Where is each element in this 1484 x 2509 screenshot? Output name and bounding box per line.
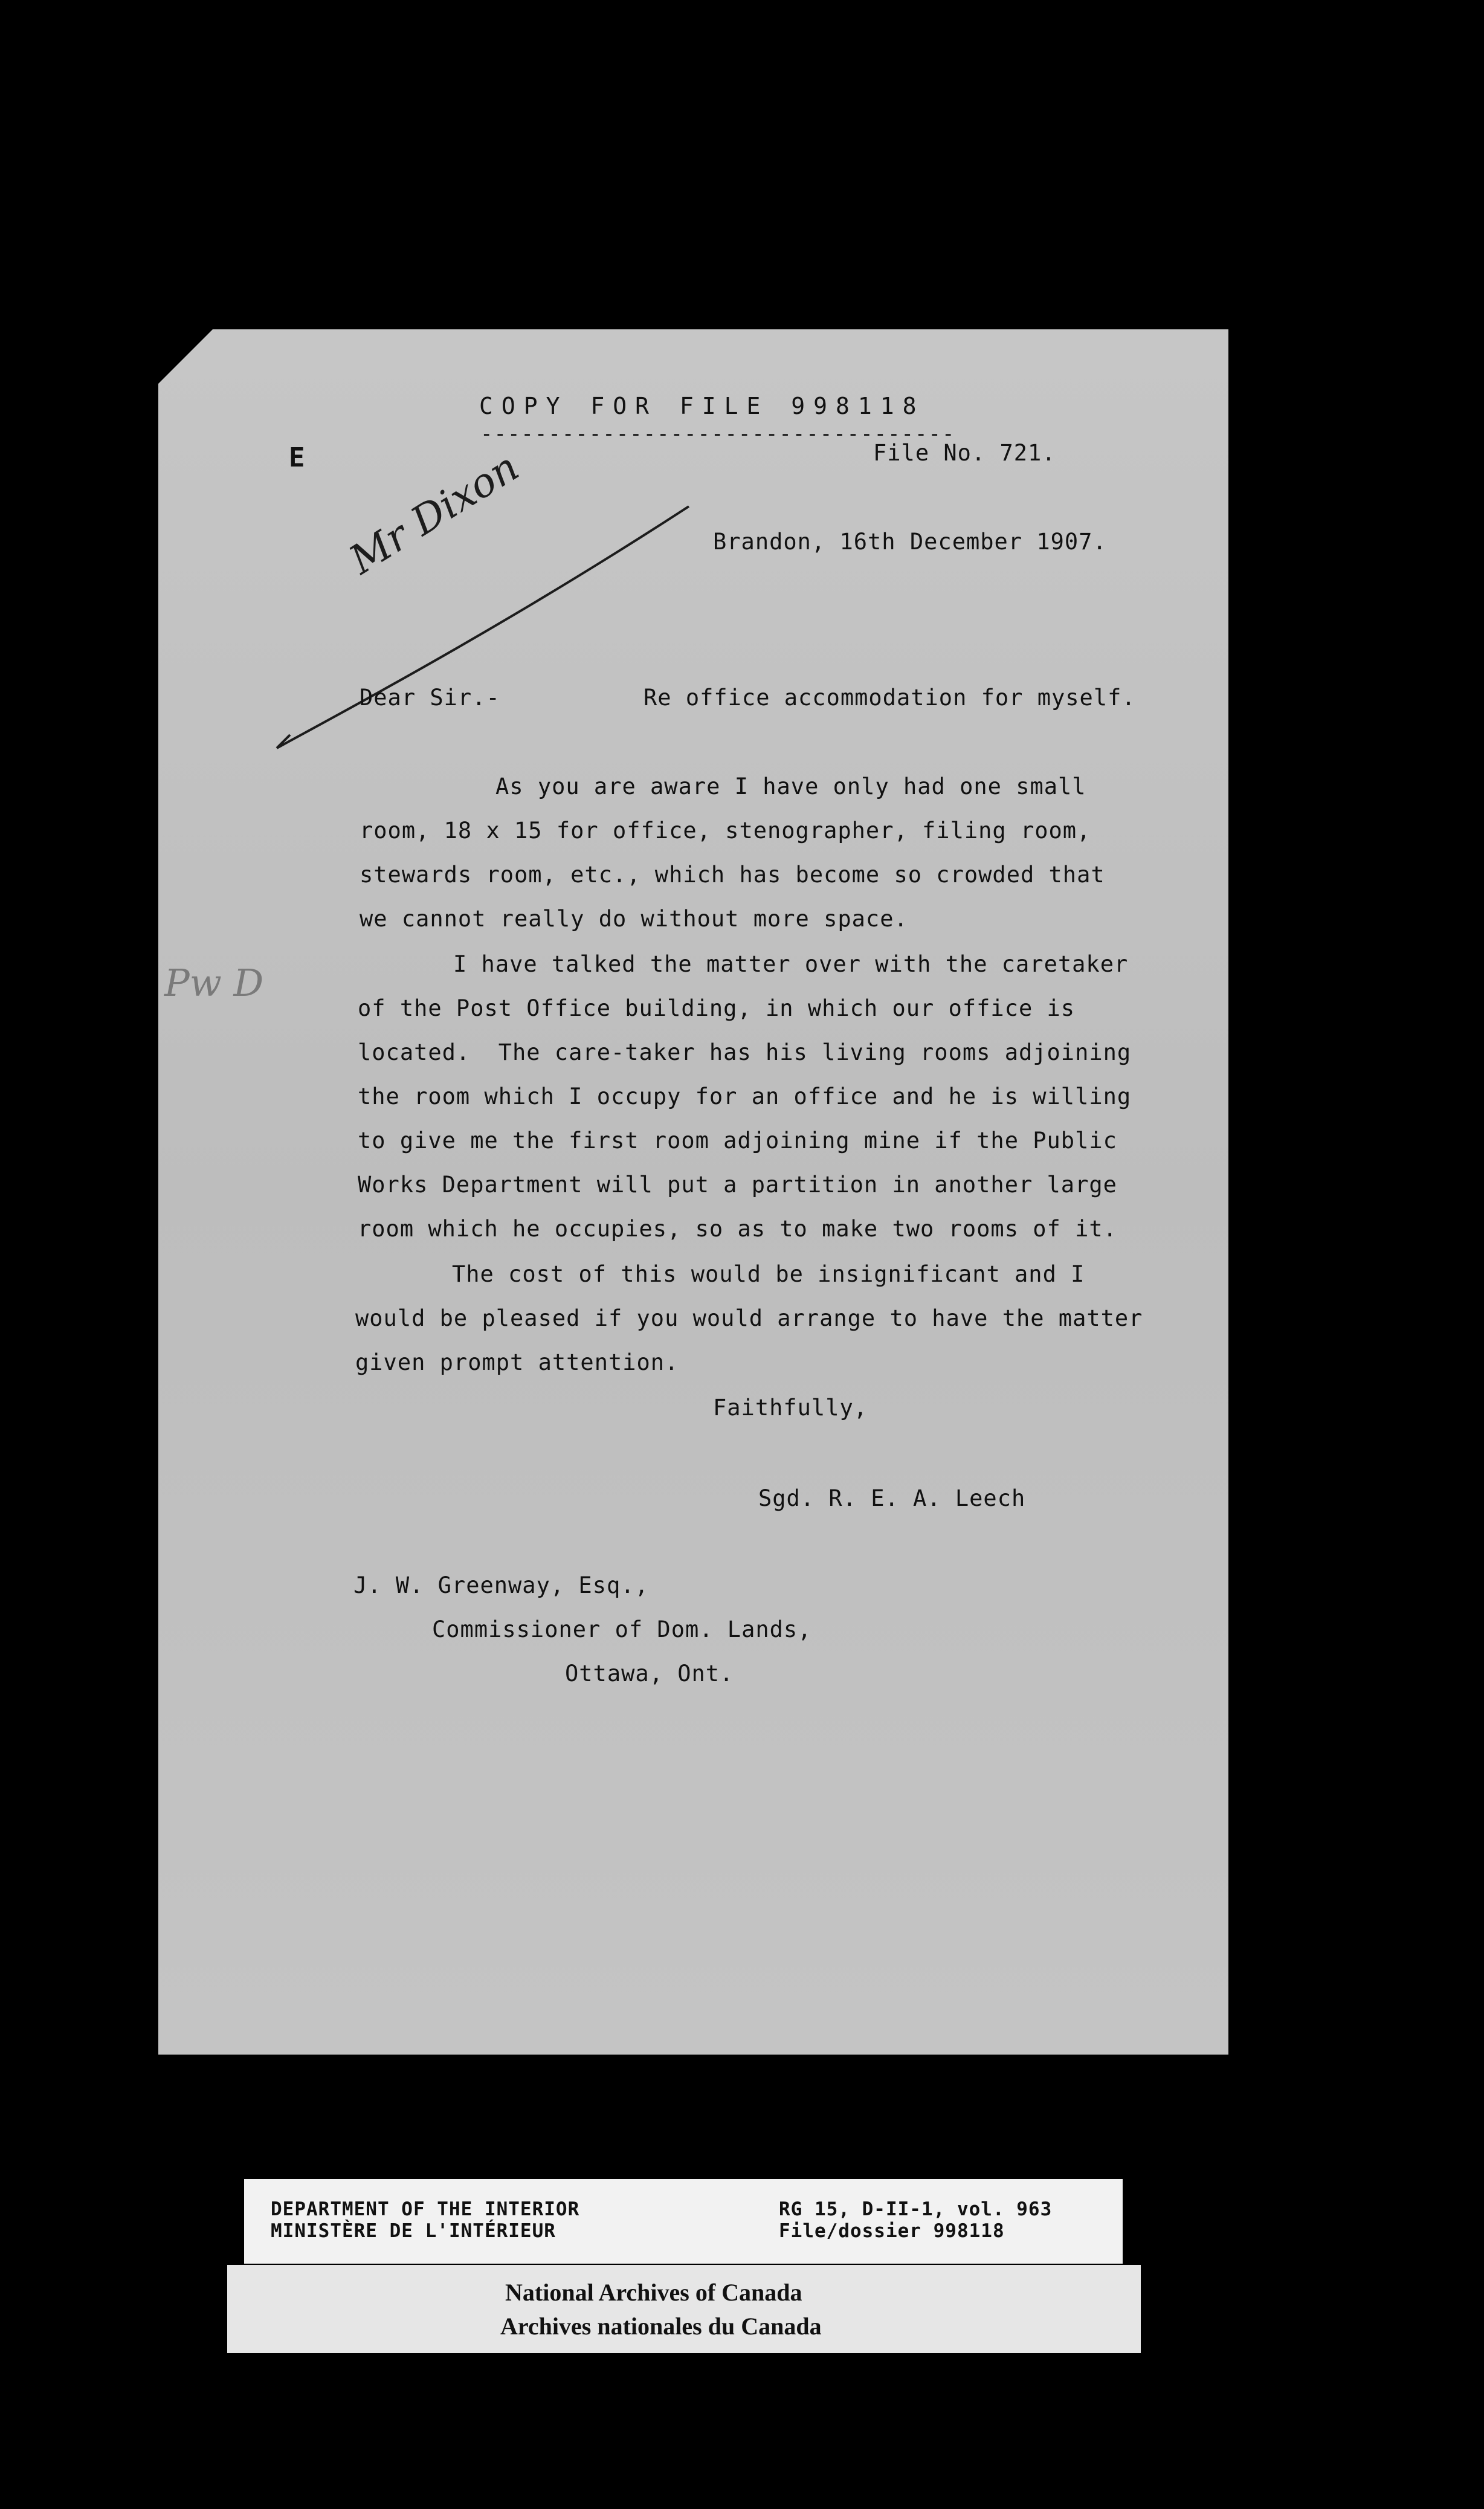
closing: Faithfully, xyxy=(713,1395,868,1421)
record-group-ref: RG 15, D-II-1, vol. 963 xyxy=(779,2198,1053,2220)
salutation: Dear Sir.- xyxy=(360,685,500,711)
body-line: stewards room, etc., which has become so crowded that xyxy=(360,862,1105,888)
heading-rule: ----------------------------------- xyxy=(480,422,956,446)
body-line: the room which I occupy for an office and he is willing xyxy=(358,1083,1132,1109)
diagonal-pen-stroke xyxy=(266,496,701,755)
body-line: we cannot really do without more space. xyxy=(360,906,908,932)
archive-reference-label xyxy=(244,2179,1123,2264)
handwritten-margin-note: Pw D xyxy=(164,961,264,1005)
body-line: As you are aware I have only had one small xyxy=(495,773,1086,799)
file-number: File No. 721. xyxy=(873,440,1056,466)
signature: Sgd. R. E. A. Leech xyxy=(758,1485,1026,1511)
body-line: given prompt attention. xyxy=(355,1349,679,1375)
body-line: located. The care-taker has his living rooms adjoining xyxy=(358,1039,1132,1065)
department-en: DEPARTMENT OF THE INTERIOR xyxy=(271,2198,580,2220)
place-date: Brandon, 16th December 1907. xyxy=(713,529,1107,555)
body-line: to give me the first room adjoining mine if the Public xyxy=(358,1128,1117,1154)
address-name: J. W. Greenway, Esq., xyxy=(353,1572,649,1598)
copy-heading: COPY FOR FILE 998118 xyxy=(479,393,925,419)
body-line: of the Post Office building, in which our office is xyxy=(358,995,1076,1021)
body-line: I have talked the matter over with the caretaker xyxy=(453,951,1129,977)
page-corner-fold xyxy=(158,329,213,384)
body-line: room, 18 x 15 for office, stenographer, filing room, xyxy=(360,818,1091,844)
margin-mark: E xyxy=(289,442,306,473)
archives-institution-label xyxy=(227,2265,1141,2353)
archives-name-fr: Archives nationales du Canada xyxy=(500,2313,822,2340)
subject-line: Re office accommodation for myself. xyxy=(644,685,1136,711)
handwritten-note: Mr Dixon xyxy=(341,443,527,584)
address-city: Ottawa, Ont. xyxy=(565,1661,734,1687)
body-line: The cost of this would be insignificant and I xyxy=(452,1261,1085,1287)
department-fr: MINISTÈRE DE L'INTÉRIEUR xyxy=(271,2220,556,2242)
body-line: room which he occupies, so as to make two rooms of it. xyxy=(358,1216,1117,1242)
body-line: Works Department will put a partition in another large xyxy=(358,1172,1117,1198)
archives-name-en: National Archives of Canada xyxy=(505,2279,802,2306)
body-line: would be pleased if you would arrange to have the matter xyxy=(355,1305,1143,1331)
file-dossier-ref: File/dossier 998118 xyxy=(779,2220,1005,2242)
address-title: Commissioner of Dom. Lands, xyxy=(432,1616,812,1642)
